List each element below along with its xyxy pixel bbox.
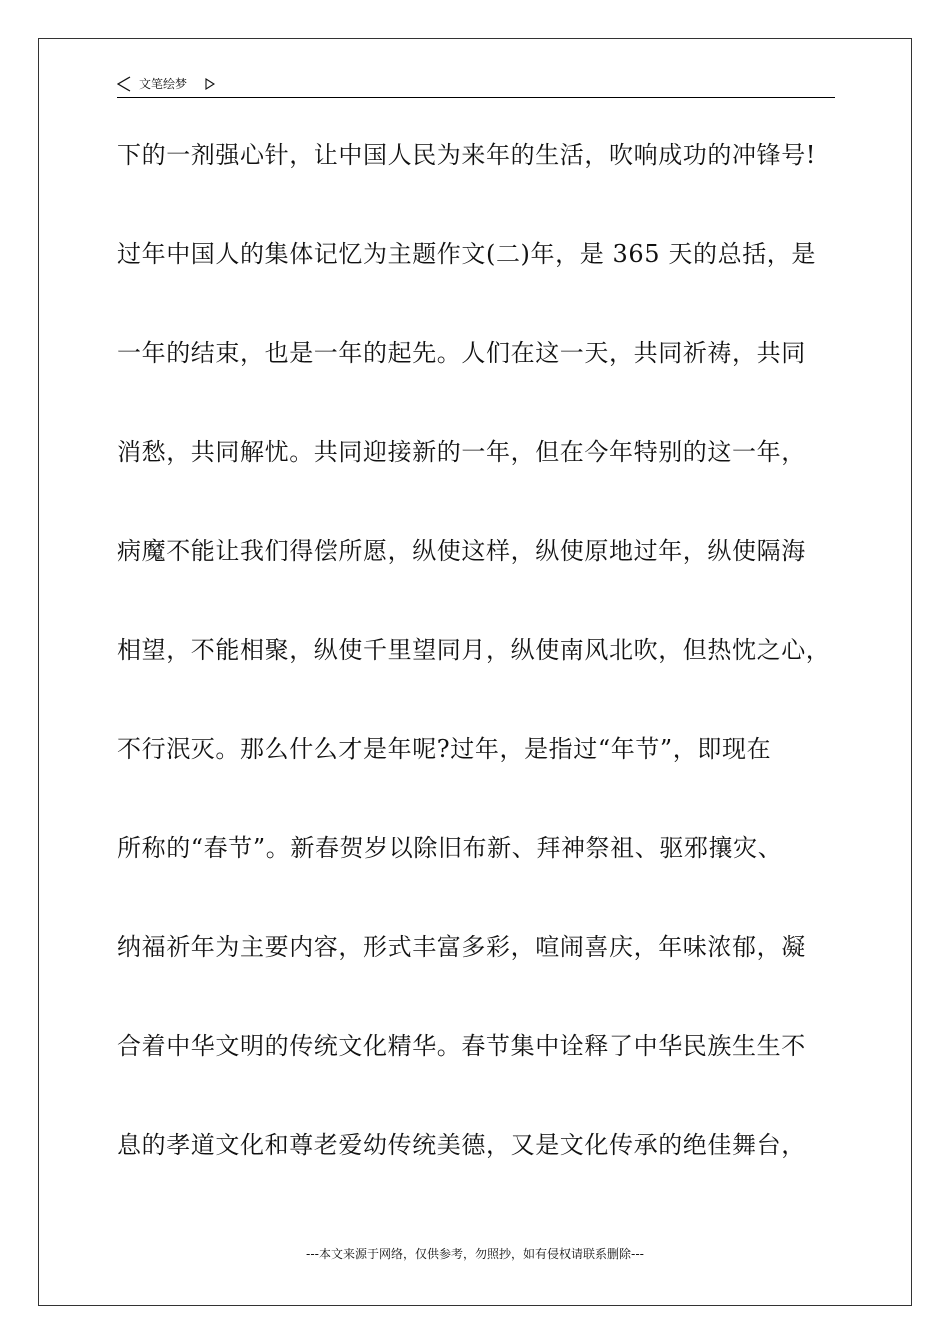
- text-line: 一年的结束，也是一年的起先。人们在这一天，共同祈祷，共同: [117, 339, 806, 367]
- text-line: 合着中华文明的传统文化精华。春节集中诠释了中华民族生生不: [117, 1032, 806, 1060]
- text-line: 病魔不能让我们得偿所愿，纵使这样，纵使原地过年，纵使隔海: [117, 537, 806, 565]
- page-footer: ---本文来源于网络，仅供参考，勿照抄，如有侵权请联系删除---: [306, 1247, 644, 1261]
- text-line: 息的孝道文化和尊老爱幼传统美德，又是文化传承的绝佳舞台，: [117, 1131, 806, 1159]
- text-line: 相望，不能相聚，纵使千里望同月，纵使南风北吹，但热忱之心，: [117, 636, 831, 664]
- triangle-left-icon: [117, 76, 131, 92]
- document-body: [117, 135, 857, 1224]
- text-line: 过年中国人的集体记忆为主题作文(二)年，是 365 天的总括，是: [117, 240, 816, 268]
- text-line: 所称的“春节”。新春贺岁以除旧布新、拜神祭祖、驱邪攘灾、: [117, 834, 783, 862]
- text-line: 下的一剂强心针，让中国人民为来年的生活，吹响成功的冲锋号!: [117, 141, 817, 169]
- text-line: 不行泯灭。那么什么才是年呢?过年，是指过“年节”，即现在: [117, 735, 772, 763]
- triangle-right-icon: [205, 78, 215, 90]
- text-line: 纳福祈年为主要内容，形式丰富多彩，喧闹喜庆，年味浓郁，凝: [117, 933, 806, 961]
- header-title: 文笔绘梦: [139, 77, 188, 91]
- text-line: 消愁，共同解忧。共同迎接新的一年，但在今年特别的这一年，: [117, 438, 806, 466]
- page-header: [117, 74, 835, 98]
